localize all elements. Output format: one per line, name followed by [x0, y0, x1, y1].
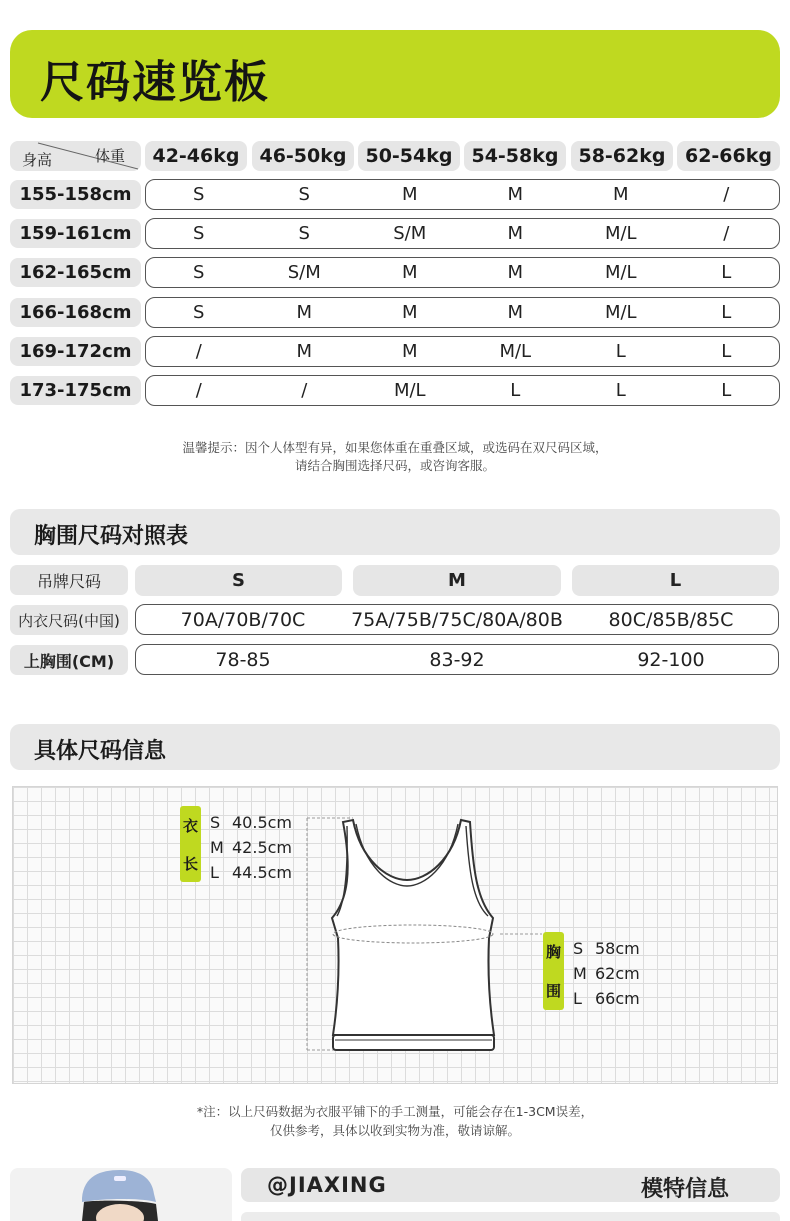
size-cell: M	[507, 223, 524, 244]
chest-item	[573, 936, 640, 961]
size-cell: L	[721, 262, 732, 283]
model-handle: @JIAXING	[267, 1173, 387, 1197]
section-header	[10, 724, 780, 770]
size-cell: M/L	[604, 302, 637, 323]
length-item	[210, 810, 292, 835]
bra-size-cell: 75A/75B/75C/80A/80B	[351, 608, 563, 631]
length-value: 40.5cm	[232, 813, 293, 832]
weight-header: 54-58kg	[464, 141, 566, 171]
length-tag-char: 长	[182, 854, 198, 873]
bra-size-label: 内衣尺码(中国)	[10, 605, 128, 635]
size-cell: /	[195, 380, 202, 401]
length-size: M	[210, 838, 224, 857]
weight-header: 50-54kg	[358, 141, 460, 171]
measure-note-2: 仅供参考，具体以收到实物为准，敬请谅解。	[269, 1123, 520, 1138]
corner-weight-label: 体重	[95, 147, 126, 165]
size-cell: L	[615, 380, 626, 401]
section-title: 胸围尺码对照表	[34, 524, 189, 549]
bra-size-row	[135, 604, 779, 635]
chest-tag	[543, 932, 564, 1010]
size-cell: M/L	[499, 341, 532, 362]
length-size: S	[210, 813, 221, 832]
height-label: 162-165cm	[10, 258, 141, 287]
size-cell: M/L	[604, 262, 637, 283]
size-cell: L	[615, 341, 626, 362]
bra-size-cell: 70A/70B/70C	[180, 608, 306, 631]
length-tag	[180, 806, 201, 882]
bust-cell: 92-100	[637, 648, 705, 671]
bra-size-cell: 80C/85B/85C	[608, 608, 734, 631]
length-measurements	[210, 810, 292, 885]
tip-line-2: 请结合胸围选择尺码，或咨询客服。	[294, 458, 495, 473]
chest-item	[573, 961, 640, 986]
bust-cell: 78-85	[215, 648, 271, 671]
chest-measurements	[573, 936, 640, 1011]
measure-note-1: *注：以上尺码数据为衣服平铺下的手工测量，可能会存在1-3CM误差，	[196, 1104, 594, 1119]
size-cell: /	[723, 184, 730, 205]
chest-value: 62cm	[595, 964, 640, 983]
weight-header: 62-66kg	[677, 141, 780, 171]
tag-size-label: 吊牌尺码	[10, 565, 128, 595]
length-tag-char: 衣	[182, 816, 198, 835]
size-cell: M	[507, 302, 524, 323]
size-row	[145, 179, 780, 210]
chest-size: L	[573, 989, 582, 1008]
size-cell: M	[507, 262, 524, 283]
size-cell: S	[193, 223, 205, 244]
bust-cell: 83-92	[429, 648, 485, 671]
size-cell: S	[193, 184, 205, 205]
size-cell: M/L	[604, 223, 637, 244]
size-cell: M	[612, 184, 629, 205]
size-cell: /	[723, 223, 730, 244]
chest-value: 66cm	[595, 989, 640, 1008]
model-info-bar	[241, 1168, 780, 1202]
size-row	[145, 336, 780, 367]
height-label: 169-172cm	[10, 337, 141, 366]
size-cell: M	[296, 341, 313, 362]
size-row	[145, 257, 780, 288]
bust-label: 上胸围(CM)	[10, 645, 128, 675]
length-item	[210, 860, 292, 885]
size-cell: L	[510, 380, 521, 401]
size-cell: M	[401, 184, 418, 205]
size-row	[145, 375, 780, 406]
size-cell: L	[721, 380, 732, 401]
size-cell: M	[507, 184, 524, 205]
section-title: 具体尺码信息	[34, 739, 167, 764]
chest-item	[573, 986, 640, 1011]
size-cell: S	[193, 302, 205, 323]
weight-header: 46-50kg	[252, 141, 354, 171]
height-label: 155-158cm	[10, 180, 141, 209]
model-photo	[10, 1168, 232, 1221]
size-row	[145, 297, 780, 328]
chest-size: M	[573, 964, 587, 983]
section-header	[10, 509, 780, 555]
size-cell: /	[301, 380, 308, 401]
tip-line-1: 温馨提示：因个人体型有异，如果您体重在重叠区域，或选码在双尺码区域，	[182, 440, 608, 455]
length-size: L	[210, 863, 219, 882]
size-cell: M	[401, 302, 418, 323]
size-row	[145, 218, 780, 249]
length-value: 44.5cm	[232, 863, 293, 882]
height-label: 159-161cm	[10, 219, 141, 248]
size-cell: S/M	[287, 262, 321, 283]
chest-size: S	[573, 939, 584, 958]
tag-size-l: L	[572, 565, 779, 596]
size-cell: M	[296, 302, 313, 323]
chest-tag-char: 胸	[545, 943, 561, 961]
size-cell: M	[401, 262, 418, 283]
size-cell: S/M	[393, 223, 427, 244]
length-value: 42.5cm	[232, 838, 293, 857]
size-cell: S	[193, 262, 205, 283]
height-label: 173-175cm	[10, 376, 141, 405]
size-cell: L	[721, 341, 732, 362]
size-cell: M/L	[393, 380, 426, 401]
weight-header: 58-62kg	[571, 141, 673, 171]
title-banner	[10, 30, 780, 118]
page-title: 尺码速览板	[40, 57, 270, 108]
tank-top-diagram	[295, 810, 545, 1060]
height-label: 166-168cm	[10, 298, 141, 327]
model-detail-bar	[241, 1212, 780, 1221]
chest-tag-char: 围	[545, 982, 561, 1000]
size-cell: L	[721, 302, 732, 323]
size-cell: S	[298, 184, 310, 205]
corner-cell	[10, 141, 141, 171]
bust-row	[135, 644, 779, 675]
chest-value: 58cm	[595, 939, 640, 958]
size-cell: M	[401, 341, 418, 362]
model-avatar-icon	[10, 1168, 232, 1221]
size-cell: /	[195, 341, 202, 362]
length-item	[210, 835, 292, 860]
weight-header: 42-46kg	[145, 141, 247, 171]
size-cell: S	[298, 223, 310, 244]
model-info-title: 模特信息	[641, 1177, 730, 1202]
corner-height-label: 身高	[22, 151, 53, 169]
tag-size-m: M	[353, 565, 561, 596]
tag-size-s: S	[135, 565, 342, 596]
